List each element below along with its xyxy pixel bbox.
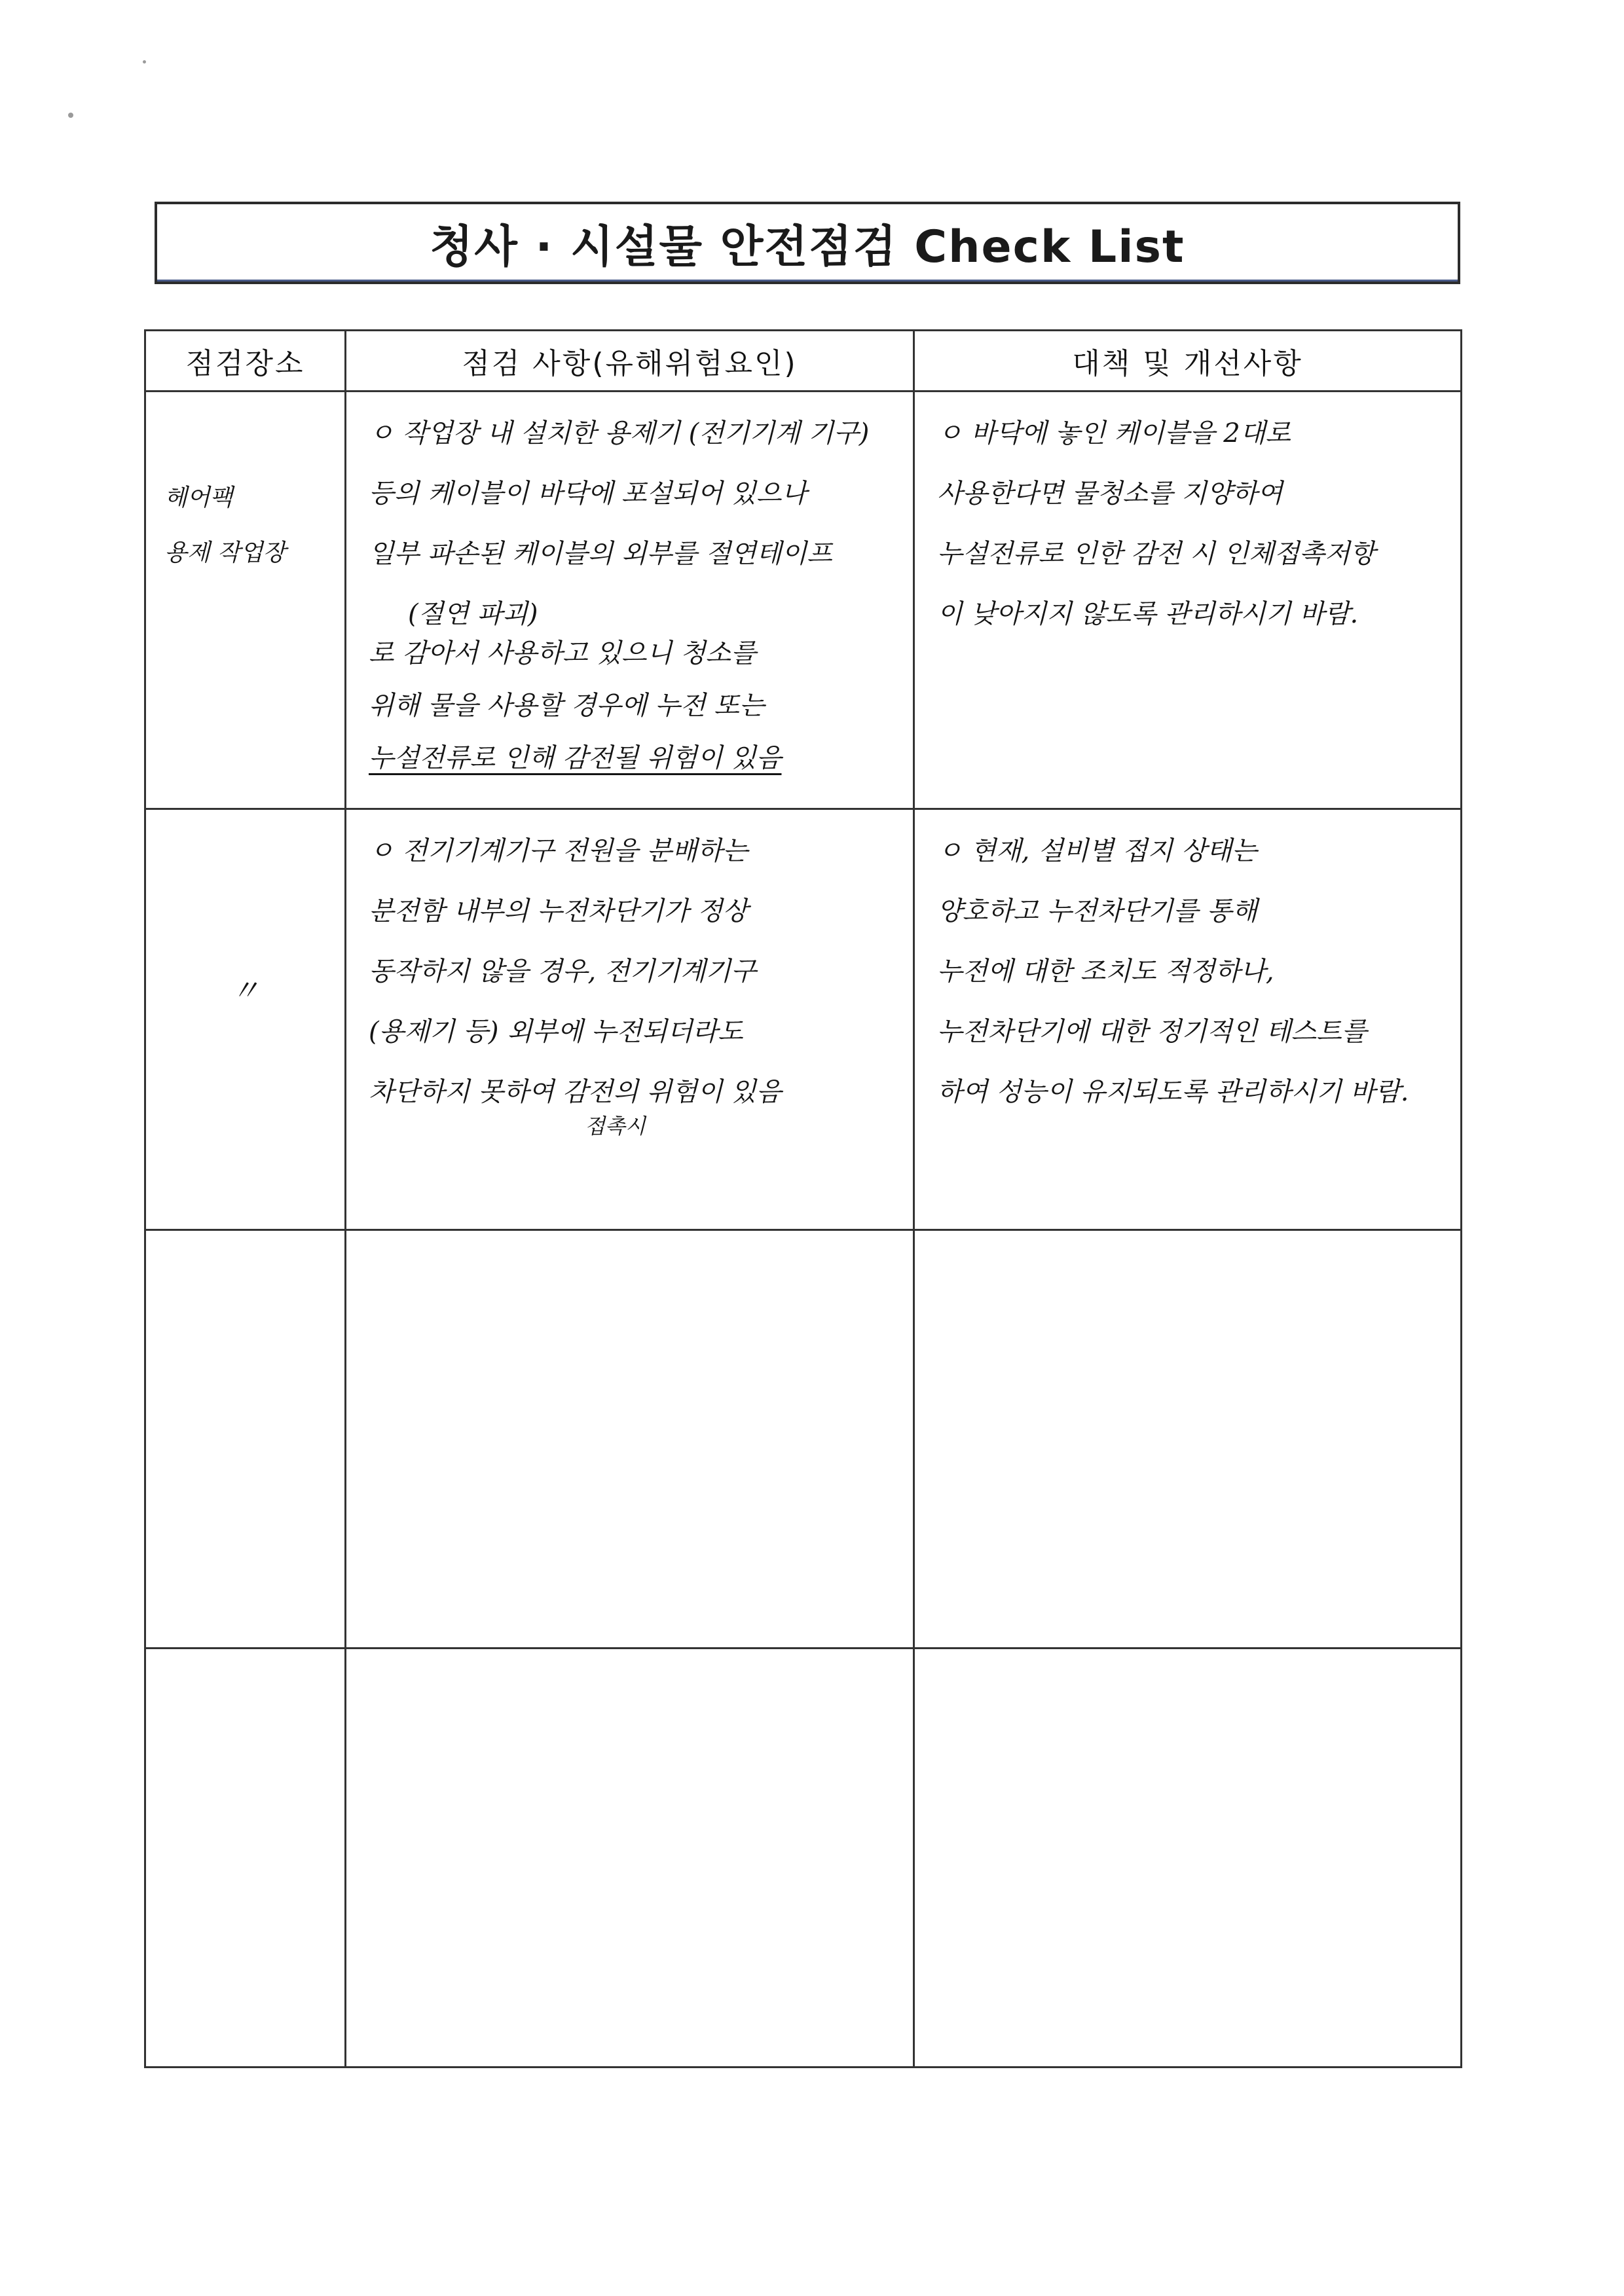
hazard-line: 로 감아서 사용하고 있으니 청소를	[369, 638, 756, 668]
hazard-cell	[346, 809, 914, 1230]
hazard-line: 접촉시	[585, 1114, 646, 1139]
hazard-line: 누설전류로 인해 감전될 위험이 있음	[369, 743, 782, 773]
hazard-line: 동작하지 않을 경우, 전기기계기구	[369, 957, 756, 987]
header-row	[145, 331, 1462, 392]
hazard-cell	[346, 392, 914, 809]
hazard-line: 등의 케이블이 바닥에 포설되어 있으나	[369, 479, 807, 509]
hazard-cell	[346, 1230, 914, 1649]
hazard-line: 차단하지 못하여 감전의 위험이 있음	[369, 1077, 782, 1107]
header-place: 점검장소	[145, 331, 346, 392]
table-row	[145, 392, 1462, 809]
place-cell	[145, 1230, 346, 1649]
measure-line: ㅇ 바닥에 놓인 케이블을 2대로	[937, 418, 1291, 448]
place-text: 헤어팩 용제 작업장	[164, 484, 286, 566]
measure-cell	[914, 1230, 1462, 1649]
hazard-cell	[346, 1649, 914, 2068]
measure-line: 누전에 대한 조치도 적정하나,	[937, 957, 1274, 987]
hazard-line: (절연 파괴)	[408, 599, 538, 629]
measure-line: 이 낮아지지 않도록 관리하시기 바람.	[937, 599, 1359, 629]
measure-cell	[914, 1649, 1462, 2068]
title-box	[155, 202, 1460, 284]
place-cell	[145, 392, 346, 809]
document-title: 청사 · 시설물 안전점검 Check List	[430, 221, 1185, 273]
measure-cell	[914, 809, 1462, 1230]
hazard-line: 분전함 내부의 누전차단기가 정상	[369, 896, 748, 926]
header-hazard: 점검 사항(유해위험요인)	[346, 331, 914, 392]
checklist-table	[144, 329, 1462, 2068]
measure-line: 하여 성능이 유지되도록 관리하시기 바람.	[937, 1077, 1409, 1107]
measure-line: 누전차단기에 대한 정기적인 테스트를	[937, 1017, 1367, 1047]
header-measure: 대책 및 개선사항	[914, 331, 1462, 392]
scan-speck	[143, 60, 146, 64]
measure-cell	[914, 392, 1462, 809]
measure-line: 양호하고 누전차단기를 통해	[937, 896, 1258, 926]
table-row	[145, 1649, 1462, 2068]
hazard-line: (용제기 등) 외부에 누전되더라도	[369, 1017, 743, 1047]
table-row	[145, 1230, 1462, 1649]
measure-line: 누설전류로 인한 감전 시 인체접촉저항	[937, 539, 1376, 569]
hazard-line: ㅇ 전기기계기구 전원을 분배하는	[369, 836, 748, 866]
measure-line: 사용한다면 물청소를 지양하여	[937, 479, 1283, 509]
place-cell	[145, 809, 346, 1230]
measure-line: ㅇ 현재, 설비별 접지 상태는	[937, 836, 1257, 866]
table-row	[145, 809, 1462, 1230]
scan-speck	[68, 113, 73, 118]
hazard-line: ㅇ 작업장 내 설치한 용제기 (전기기계 기구)	[369, 418, 870, 448]
hazard-line: 일부 파손된 케이블의 외부를 절연테이프	[369, 539, 832, 569]
ditto-mark: 〃	[231, 974, 260, 1008]
place-cell	[145, 1649, 346, 2068]
hazard-line: 위해 물을 사용할 경우에 누전 또는	[369, 691, 765, 721]
